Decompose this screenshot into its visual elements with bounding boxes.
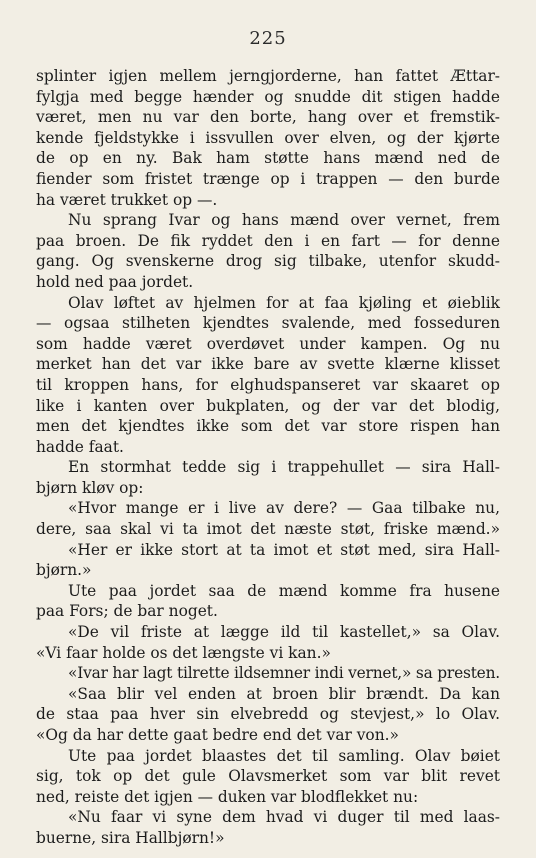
text-line: dere, saa skal vi ta imot det næste støt, friske mænd.» [36, 520, 500, 539]
text-line: hold ned paa jordet. [36, 272, 194, 291]
text-line: Ute paa jordet saa de mænd komme fra husene [68, 581, 500, 600]
text-line: «Ivar har lagt tilrette ildsemner indi vernet,» sa presten. [68, 664, 500, 683]
text-line: «Nu faar vi syne dem hvad vi duger til med laas- [68, 808, 500, 827]
text-line: Nu sprang Ivar og hans mænd over vernet, frem [68, 211, 500, 230]
text-line: «De vil friste at lægge ild til kastellet,» sa Olav. [68, 623, 500, 642]
text-line: «Saa blir vel enden at broen blir brændt. Da kan [68, 684, 500, 703]
text-line: bjørn.» [36, 561, 92, 580]
text-line: hadde faat. [36, 437, 124, 456]
text-line: like i kanten over bukplaten, og der var det blodig, [36, 396, 500, 415]
text-line: men det kjendtes ikke som det var store rispen han [36, 417, 500, 436]
page-number: 225 [249, 28, 287, 49]
text-line: de op en ny. Bak ham støtte hans mænd ned de [36, 149, 500, 168]
text-line: fiender som fristet trænge op i trappen — den burde [36, 169, 500, 188]
text-line: de staa paa hver sin elvebredd og stevjest,» lo Olav. [36, 705, 500, 724]
text-line: paa Fors; de bar noget. [36, 602, 218, 621]
text-line: merket han det var ikke bare av svette klærne klisset [36, 355, 500, 374]
text-line: «Vi faar holde os det længste vi kan.» [36, 643, 331, 662]
text-line: gang. Og svenskerne drog sig tilbake, utenfor skudd- [36, 252, 500, 271]
text-line: kende fjeldstykke i issvullen over elven, og der kjørte [36, 128, 500, 147]
text-line: «Og da har dette gaat bedre end det var von.» [36, 726, 399, 744]
text-line: ned, reiste det igjen — duken var blodflekket nu: [36, 787, 419, 806]
text-line: som hadde været overdøvet under kampen. Og nu [36, 334, 500, 353]
text-line: «Her er ikke stort at ta imot et støt med, sira Hall- [68, 540, 500, 559]
text-line: En stormhat tedde sig i trappehullet — sira Hall- [68, 458, 500, 477]
text-line: buerne, sira Hallbjørn!» [36, 828, 225, 847]
text-line: splinter igjen mellem jerngjorderne, han fattet Ættar- [36, 67, 500, 85]
text-line: bjørn kløv op: [36, 478, 144, 497]
text-line: paa broen. De fik ryddet den i en fart — for denne [36, 231, 500, 250]
text-line: været, men nu var den borte, hang over et fremstik- [36, 108, 500, 127]
body-text [36, 66, 500, 849]
text-line: «Hvor mange er i live av dere? — Gaa tilbake nu, [68, 499, 500, 518]
text-line: sig, tok op det gule Olavsmerket som var blit revet [36, 767, 500, 786]
text-line: til kroppen hans, for elghudspanseret var skaaret op [36, 375, 500, 394]
text-line: Olav løftet av hjelmen for at faa kjøling et øieblik [68, 293, 500, 312]
text-line: fylgja med begge hænder og snudde dit stigen hadde [36, 87, 500, 106]
text-line: ha været trukket op —. [36, 190, 218, 209]
text-line: Ute paa jordet blaastes det til samling. Olav bøiet [68, 746, 500, 765]
text-line: — ogsaa stilheten kjendtes svalende, med fosseduren [36, 314, 500, 333]
